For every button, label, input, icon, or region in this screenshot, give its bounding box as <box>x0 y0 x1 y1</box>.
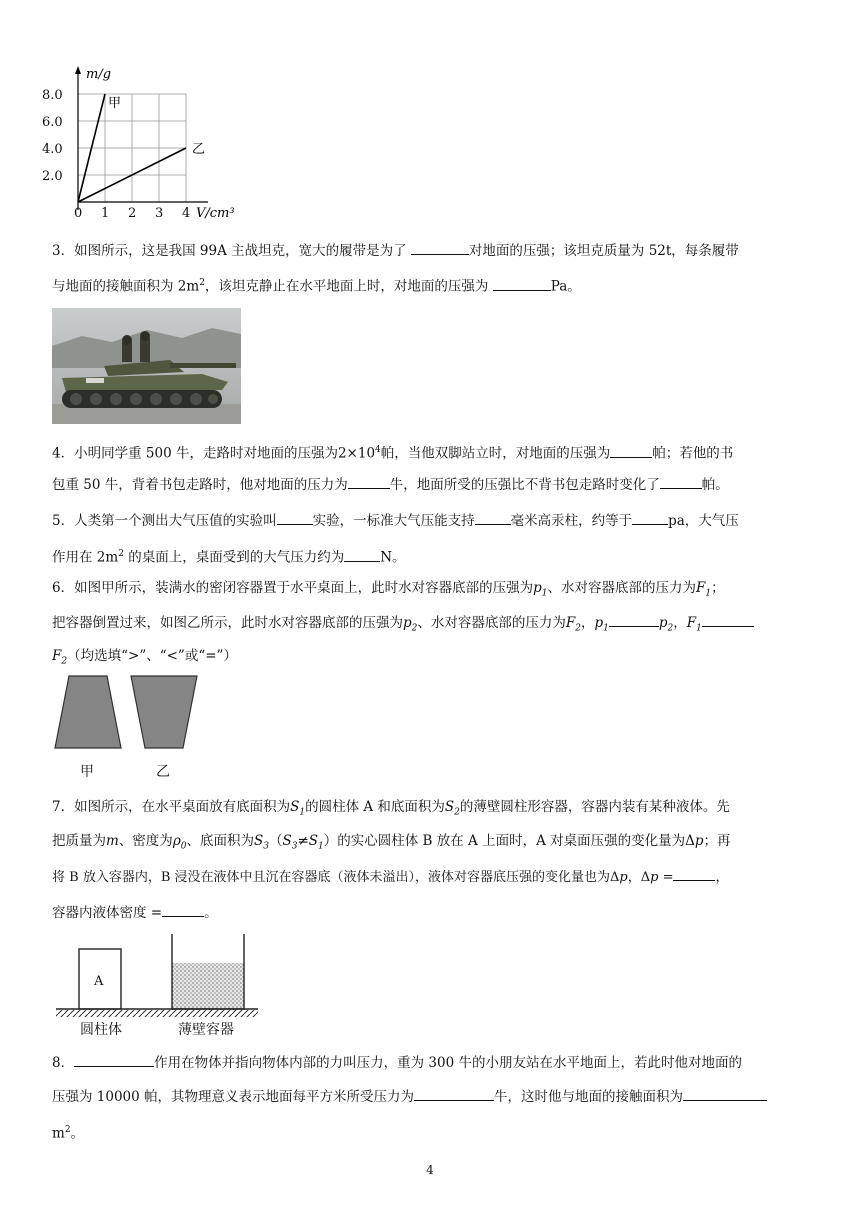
q3-number: 3． <box>52 243 75 259</box>
q4-line-2: 包重 50 牛，背着书包走路时，他对地面的压力为 牛，地面所受的压强比不背书包走路时变化了 帕。 <box>52 474 729 495</box>
q8-blank-3[interactable] <box>683 1086 767 1101</box>
q5-blank-2[interactable] <box>475 510 511 525</box>
q7-line-2: 把质量为m、密度为$\rho_0$、底面积为$S_3(S_3\ne S_1)$的实心圆柱体 B 放在 A 上面时，A 对桌面压强的变化量为Δp；再 <box>52 833 731 852</box>
y-axis-arrow <box>75 66 81 74</box>
tank-photo <box>52 308 241 424</box>
q7-blank-1[interactable] <box>673 866 715 881</box>
q6-line-3: $F_2$（均选填“>”、“<”或“=”） <box>52 648 237 667</box>
cylinder-A-label: A <box>94 974 104 989</box>
x-axis-label: V/cm³ <box>196 206 235 221</box>
q4-blank-2[interactable] <box>348 474 390 489</box>
x-tick-label: 1 <box>101 206 110 221</box>
container-jia <box>55 676 121 748</box>
q5-line-1: 5．人类第一个测出大气压值的实验叫 实验，一标准大气压能支持 毫米高汞柱，约等于 pa，大气压 <box>52 510 739 531</box>
q6-line-2: 把容器倒置过来，如图乙所示，此时水对容器底部的压强为$p_2$、水对容器底部的压力为$F_2$，$p_1$ $p_2$，$F_1$ <box>52 612 754 639</box>
q3-line-1: 3．如图所示，这是我国 99A 主战坦克，宽大的履带是为了 对地面的压强；该坦克质量为 52t，每条履带 <box>52 240 739 261</box>
x-tick-label: 3 <box>155 206 164 221</box>
q5-blank-3[interactable] <box>632 510 668 525</box>
y-tick-label: 6.0 <box>42 115 63 130</box>
q6-figure <box>52 672 202 784</box>
q7-figure <box>52 930 262 1040</box>
container-liquid <box>172 963 244 1009</box>
q8-line-3: $m^2$。 <box>52 1125 85 1142</box>
q4-blank-1[interactable] <box>610 443 652 458</box>
q4-number: 4． <box>52 445 75 462</box>
q7-line-3: 将 B 放入容器内，B 浸没在液体中且沉在容器底（液体未溢出），液体对容器底压强的变化量也为Δp，Δp = ， <box>52 866 729 888</box>
y-tick-label: 2.0 <box>42 169 63 184</box>
q8-line-1: 8． 作用在物体并指向物体内部的力叫压力，重为 300 牛的小朋友站在水平地面上，若此时他对地面的 <box>52 1052 742 1073</box>
q5-line-2: 作用在 $2m^2$ 的桌面上，桌面受到的大气压力约为 N。 <box>52 544 406 568</box>
label-container: 薄壁容器 <box>178 1022 234 1038</box>
x-tick-label: 4 <box>182 206 191 221</box>
page-number: 4 <box>426 1163 434 1177</box>
y-tick-label: 4.0 <box>42 142 63 157</box>
q7-line-1: 7．如图所示，在水平桌面放有底面积为$S_1$的圆柱体 A 和底面积为$S_2$的薄壁圆柱形容器，容器内装有某种液体。先 <box>52 799 730 818</box>
q6-blank-1[interactable] <box>609 612 659 627</box>
table-hatch <box>56 1010 258 1017</box>
q3-blank-2[interactable] <box>493 276 551 291</box>
series-label-yi: 乙 <box>192 142 206 157</box>
q6-blank-2[interactable] <box>702 612 754 627</box>
label-cylinder: 圆柱体 <box>80 1022 122 1038</box>
y-tick-label: 8.0 <box>42 88 63 103</box>
chart-grid <box>78 94 186 202</box>
q4-line-1: 4．小明同学重 500 牛，走路时对地面的压强为$2\times 10^4$帕，当他双脚站立时，对地面的压强为 帕；若他的书 <box>52 440 733 464</box>
q5-number: 5． <box>52 513 75 529</box>
q8-line-2: 压强为 10000 帕，其物理意义表示地面每平方米所受压力为 牛，这时他与地面的接触面积为 <box>52 1086 767 1107</box>
x-tick-label: 0 <box>74 206 83 221</box>
fig-label-yi: 乙 <box>156 764 170 780</box>
q3-line-2: 与地面的接触面积为 $2m^2$，该坦克静止在水平地面上时，对地面的压强为 Pa。 <box>52 273 581 297</box>
q5-blank-1[interactable] <box>277 510 313 525</box>
q8-number: 8． <box>52 1055 75 1071</box>
q7-line-4: 容器内液体密度 = 。 <box>52 902 218 923</box>
container-yi <box>131 676 197 748</box>
q8-blank-2[interactable] <box>414 1086 494 1101</box>
q8-blank-1[interactable] <box>74 1052 154 1067</box>
q6-number: 6． <box>52 580 75 596</box>
mass-volume-chart <box>40 62 250 224</box>
fig-label-jia: 甲 <box>80 764 94 780</box>
y-axis-label: m/g <box>86 67 112 82</box>
q3-blank-1[interactable] <box>411 240 469 255</box>
q7-blank-2[interactable] <box>162 902 204 917</box>
x-tick-label: 2 <box>128 206 137 221</box>
q7-number: 7． <box>52 799 75 815</box>
q4-blank-3[interactable] <box>660 474 702 489</box>
q6-line-1: 6．如图甲所示，装满水的密闭容器置于水平桌面上，此时水对容器底部的压强为$p_1$、水对容器底部的压力为$F_1$； <box>52 580 725 599</box>
q5-blank-4[interactable] <box>344 547 380 562</box>
series-label-jia: 甲 <box>108 96 122 111</box>
